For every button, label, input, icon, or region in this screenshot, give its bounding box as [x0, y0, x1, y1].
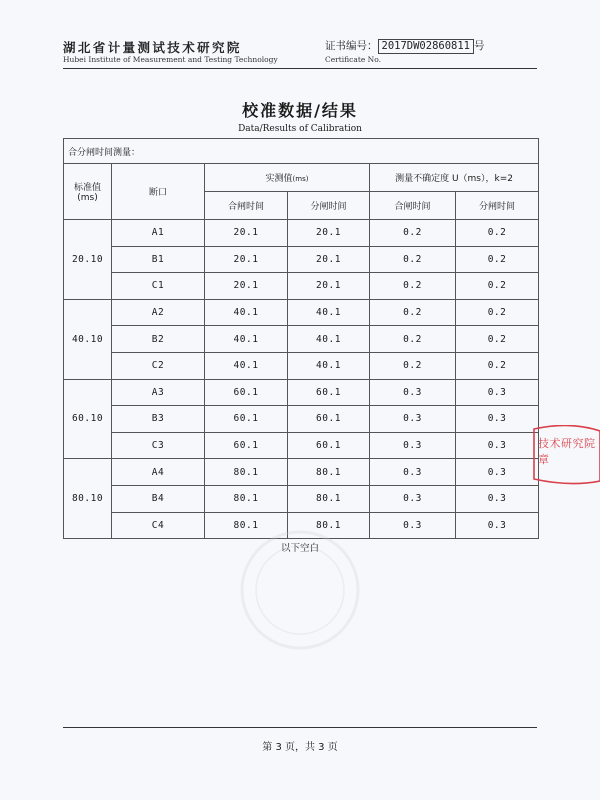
- page-subtitle: Data/Results of Calibration: [238, 124, 362, 134]
- break-label: C2: [112, 352, 205, 379]
- measured-open: 40.1: [288, 352, 370, 379]
- table-row: [64, 273, 539, 300]
- header-divider: [63, 68, 537, 69]
- table-row: [64, 246, 539, 273]
- table-row: [64, 379, 539, 406]
- certificate-number-line: [325, 38, 485, 54]
- uncertainty-open: 0.2: [456, 273, 539, 300]
- standard-value: 40.10: [64, 299, 112, 379]
- standard-value: 20.10: [64, 220, 112, 300]
- measured-close: 40.1: [205, 326, 288, 353]
- uncertainty-open: 0.2: [456, 299, 539, 326]
- institute-name-en: Hubei Institute of Measurement and Testing Technology: [63, 55, 278, 64]
- calibration-table: [63, 138, 539, 539]
- header-standard: 标准值 (ms): [64, 164, 112, 220]
- measurement-label: 合分闸时间测量：: [64, 139, 539, 164]
- measured-open: 60.1: [288, 379, 370, 406]
- header-break: 断口: [112, 164, 205, 220]
- institute-name-cn: 湖北省计量测试技术研究院: [63, 40, 242, 55]
- measured-open: 20.1: [288, 273, 370, 300]
- header-measured-open: 分闸时间: [288, 192, 370, 220]
- seal-text-line1: 技术研究院: [538, 437, 596, 450]
- measured-open: 80.1: [288, 459, 370, 486]
- break-label: A3: [112, 379, 205, 406]
- watermark-emblem: [195, 530, 405, 680]
- measured-close: 40.1: [205, 352, 288, 379]
- uncertainty-close: 0.3: [370, 459, 456, 486]
- header-measured: 实测值(ms): [205, 164, 370, 192]
- page-number: 第 3 页，共 3 页: [262, 742, 338, 753]
- measured-open: 20.1: [288, 220, 370, 247]
- break-label: A4: [112, 459, 205, 486]
- measured-open: 80.1: [288, 485, 370, 512]
- certificate-number: 2017DW02860811: [378, 39, 475, 54]
- measured-open: 60.1: [288, 432, 370, 459]
- break-label: A1: [112, 220, 205, 247]
- uncertainty-close: 0.2: [370, 246, 456, 273]
- footer-divider: [63, 727, 537, 728]
- table-row: [64, 485, 539, 512]
- break-label: B4: [112, 485, 205, 512]
- uncertainty-close: 0.2: [370, 326, 456, 353]
- uncertainty-close: 0.2: [370, 299, 456, 326]
- break-label: C3: [112, 432, 205, 459]
- uncertainty-close: 0.2: [370, 352, 456, 379]
- measured-open: 60.1: [288, 406, 370, 433]
- uncertainty-open: 0.3: [456, 432, 539, 459]
- uncertainty-open: 0.3: [456, 459, 539, 486]
- measured-open: 40.1: [288, 326, 370, 353]
- measured-close: 80.1: [205, 485, 288, 512]
- table-row: [64, 406, 539, 433]
- uncertainty-close: 0.2: [370, 273, 456, 300]
- measured-open: 80.1: [288, 512, 370, 539]
- break-label: A2: [112, 299, 205, 326]
- standard-value: 60.10: [64, 379, 112, 459]
- uncertainty-open: 0.3: [456, 379, 539, 406]
- header-uncertainty-open: 分闸时间: [456, 192, 539, 220]
- uncertainty-open: 0.3: [456, 406, 539, 433]
- break-label: B2: [112, 326, 205, 353]
- measured-close: 40.1: [205, 299, 288, 326]
- uncertainty-close: 0.3: [370, 485, 456, 512]
- measured-close: 60.1: [205, 432, 288, 459]
- uncertainty-open: 0.2: [456, 352, 539, 379]
- measured-close: 20.1: [205, 273, 288, 300]
- certificate-label-en: Certificate No.: [325, 55, 382, 64]
- measured-close: 60.1: [205, 379, 288, 406]
- uncertainty-close: 0.2: [370, 220, 456, 247]
- standard-value: 80.10: [64, 459, 112, 539]
- uncertainty-open: 0.3: [456, 512, 539, 539]
- table-row: [64, 352, 539, 379]
- header-uncertainty: 测量不确定度 U（ms），k=2: [370, 164, 539, 192]
- table-row: [64, 459, 539, 486]
- certificate-label-cn: 证书编号：: [325, 40, 378, 52]
- measured-close: 20.1: [205, 220, 288, 247]
- certificate-suffix: 号: [474, 40, 485, 52]
- official-seal: [530, 425, 600, 485]
- header-uncertainty-close: 合闸时间: [370, 192, 456, 220]
- uncertainty-open: 0.2: [456, 220, 539, 247]
- table-row: [64, 432, 539, 459]
- blank-below-note: 以下空白: [280, 543, 319, 554]
- measured-close: 20.1: [205, 246, 288, 273]
- table-row: [64, 220, 539, 247]
- measured-close: 60.1: [205, 406, 288, 433]
- uncertainty-close: 0.3: [370, 432, 456, 459]
- break-label: B1: [112, 246, 205, 273]
- uncertainty-open: 0.2: [456, 246, 539, 273]
- uncertainty-open: 0.3: [456, 485, 539, 512]
- measured-open: 40.1: [288, 299, 370, 326]
- measured-close: 80.1: [205, 512, 288, 539]
- uncertainty-close: 0.3: [370, 406, 456, 433]
- measured-open: 20.1: [288, 246, 370, 273]
- header-measured-close: 合闸时间: [205, 192, 288, 220]
- break-label: C1: [112, 273, 205, 300]
- uncertainty-open: 0.2: [456, 326, 539, 353]
- uncertainty-close: 0.3: [370, 379, 456, 406]
- table-row: [64, 299, 539, 326]
- seal-text-line2: 章: [538, 453, 549, 466]
- page-title: 校准数据/结果: [242, 101, 358, 120]
- break-label: B3: [112, 406, 205, 433]
- break-label: C4: [112, 512, 205, 539]
- uncertainty-close: 0.3: [370, 512, 456, 539]
- measured-close: 80.1: [205, 459, 288, 486]
- table-row: [64, 326, 539, 353]
